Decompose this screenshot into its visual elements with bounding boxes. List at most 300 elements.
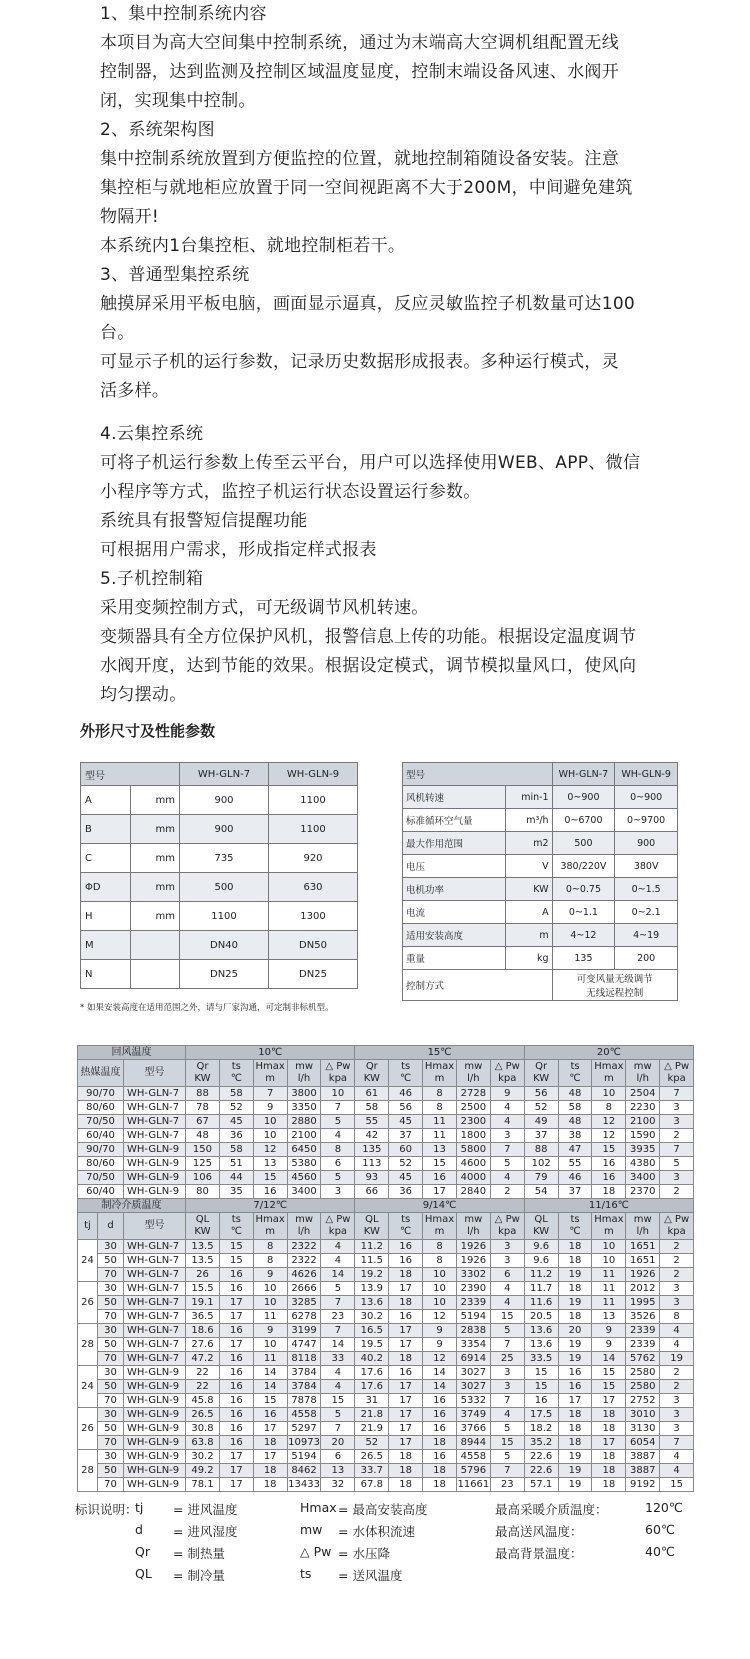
column-unit: ℃	[230, 1226, 242, 1237]
value: 4626	[287, 1268, 321, 1282]
value: 5	[490, 1324, 524, 1338]
value: 21.8	[355, 1408, 389, 1422]
value: 13.6	[355, 1296, 389, 1310]
limit-label: 最高采暖介质温度：	[495, 1502, 608, 1517]
value: 36.5	[186, 1310, 220, 1324]
value: 7	[321, 1101, 355, 1115]
value: 5194	[287, 1450, 321, 1464]
value: 5	[660, 1157, 694, 1171]
value: 3199	[287, 1324, 321, 1338]
value: 5	[321, 1171, 355, 1185]
column-header	[186, 1060, 220, 1087]
value: 3	[490, 1254, 524, 1268]
value: 51	[219, 1157, 253, 1171]
perf-value: 500	[552, 832, 615, 855]
value: 47	[558, 1143, 592, 1157]
perf-value: 135	[552, 947, 615, 970]
value: 15	[592, 1380, 626, 1394]
value: 16	[219, 1408, 253, 1422]
column-header	[253, 1213, 287, 1240]
intro-text	[100, 0, 740, 710]
dim-param: H	[81, 902, 131, 931]
value: 15	[490, 1436, 524, 1450]
value: 4600	[456, 1157, 490, 1171]
model-header: 型号	[124, 1060, 186, 1087]
model: WH-GLN-7	[124, 1310, 186, 1324]
column-header	[558, 1060, 592, 1087]
value: 54	[524, 1185, 558, 1199]
value: 14	[592, 1352, 626, 1366]
intro-line: 2、系统架构图	[100, 120, 215, 140]
value: 17	[219, 1464, 253, 1478]
column-header	[355, 1213, 389, 1240]
intro-line: 本系统内1台集控柜、就地控制柜若干。	[100, 236, 406, 256]
perf-param: 重量	[403, 947, 506, 970]
value: 13	[253, 1157, 287, 1171]
perf-value: 4~12	[552, 924, 615, 947]
value: 26.5	[355, 1450, 389, 1464]
value: 18	[389, 1268, 423, 1282]
value: 16	[219, 1282, 253, 1296]
value: 36	[219, 1129, 253, 1143]
value: 18	[423, 1464, 457, 1478]
dim-value: 900	[180, 815, 269, 844]
value: 11	[253, 1310, 287, 1324]
value: 3784	[287, 1380, 321, 1394]
value: 13433	[288, 1478, 320, 1490]
value: 4	[490, 1171, 524, 1185]
value: 19	[660, 1352, 694, 1366]
value: 35.2	[524, 1436, 558, 1450]
dim-value: 1100	[180, 902, 269, 931]
value: 2	[660, 1240, 694, 1254]
heat-media-temp: 70/50	[78, 1171, 124, 1185]
value: 16	[423, 1450, 457, 1464]
value: 16	[253, 1408, 287, 1422]
heat-title: 回风温度	[78, 1046, 186, 1060]
d-value: 30	[98, 1450, 124, 1464]
control-mode-value	[552, 970, 677, 1001]
column-unit: ℃	[400, 1226, 412, 1237]
value: 67.8	[355, 1478, 389, 1492]
value: 4	[660, 1338, 694, 1352]
d-value: 70	[98, 1394, 124, 1408]
value: 7	[490, 1143, 524, 1157]
d-value: 70	[98, 1478, 124, 1492]
value: 3800	[287, 1087, 321, 1101]
value: 11	[592, 1296, 626, 1310]
value: 3	[660, 1296, 694, 1310]
column-unit: ℃	[230, 1073, 242, 1084]
value: 9.6	[524, 1254, 558, 1268]
dim-value: DN40	[180, 931, 269, 960]
value: 19.5	[355, 1338, 389, 1352]
value: 10	[253, 1129, 287, 1143]
value: 45	[219, 1115, 253, 1129]
value: 8944	[456, 1436, 490, 1450]
column-symbol: ts	[401, 1214, 411, 1225]
perf-value: 0~900	[552, 786, 615, 809]
value: 19	[558, 1478, 592, 1492]
value: 10	[253, 1338, 287, 1352]
value: 2752	[626, 1394, 660, 1408]
dim-value: 1100	[269, 815, 358, 844]
column-unit: m	[603, 1226, 614, 1237]
value: 13.5	[186, 1240, 220, 1254]
value: 14	[253, 1380, 287, 1394]
model: WH-GLN-9	[124, 1422, 186, 1436]
heat-media-temp: 60/40	[78, 1129, 124, 1143]
value: 33.5	[524, 1352, 558, 1366]
value: 1995	[626, 1296, 660, 1310]
model: WH-GLN-9	[124, 1450, 186, 1464]
value: 19	[558, 1464, 592, 1478]
value: 16	[389, 1240, 423, 1254]
column-unit: KW	[533, 1226, 550, 1237]
legend-symbol: ts	[300, 1566, 312, 1581]
value: 17	[389, 1282, 423, 1296]
value: 2838	[456, 1324, 490, 1338]
value: 18	[558, 1310, 592, 1324]
value: 102	[524, 1157, 558, 1171]
value: 3130	[626, 1422, 660, 1436]
intro-line: 本项目为高大空间集中控制系统，通过为末端高大空调机组配置无线	[100, 33, 619, 53]
intro-line: 闭，实现集中控制。	[100, 91, 256, 111]
value: 3784	[287, 1366, 321, 1380]
value: 3887	[626, 1450, 660, 1464]
value: 16	[423, 1171, 457, 1185]
control-mode-line: 无线远程控制	[586, 988, 644, 999]
value: 2390	[456, 1282, 490, 1296]
column-header	[626, 1060, 660, 1087]
column-symbol: Hmax	[594, 1061, 624, 1072]
column-header	[219, 1060, 253, 1087]
d-value: 70	[98, 1310, 124, 1324]
d-value: 70	[98, 1436, 124, 1450]
value: 18	[389, 1478, 423, 1492]
model: WH-GLN-7	[124, 1338, 186, 1352]
value: 36	[389, 1185, 423, 1199]
perf-unit: m2	[506, 832, 553, 855]
value: 2012	[626, 1282, 660, 1296]
dim-value: DN50	[269, 931, 358, 960]
value: 1800	[456, 1129, 490, 1143]
column-header	[253, 1060, 287, 1087]
value: 18	[423, 1436, 457, 1450]
value: 37	[524, 1129, 558, 1143]
model: WH-GLN-9	[124, 1464, 186, 1478]
model: WH-GLN-7	[124, 1115, 186, 1129]
intro-line: 4.云集控系统	[100, 424, 204, 444]
column-unit: m	[434, 1226, 445, 1237]
model: WH-GLN-7	[124, 1129, 186, 1143]
value: 4	[321, 1240, 355, 1254]
value: 16	[524, 1394, 558, 1408]
value: 2100	[626, 1115, 660, 1129]
value: 10	[592, 1240, 626, 1254]
value: 2	[660, 1129, 694, 1143]
value: 49	[524, 1115, 558, 1129]
column-symbol: Hmax	[594, 1214, 624, 1225]
value: 66	[355, 1185, 389, 1199]
value: 16	[389, 1366, 423, 1380]
dim-value: 900	[180, 786, 269, 815]
value: 10	[253, 1296, 287, 1310]
value: 15	[592, 1143, 626, 1157]
perf-param: 适用安装高度	[403, 924, 506, 947]
value: 19.2	[355, 1268, 389, 1282]
value: 3400	[626, 1171, 660, 1185]
value: 5194	[456, 1310, 490, 1324]
value: 32	[321, 1478, 355, 1492]
value: 6450	[287, 1143, 321, 1157]
intro-line: 台。	[100, 323, 135, 343]
intro-line: 3、普通型集控系统	[100, 265, 250, 285]
value: 3027	[456, 1380, 490, 1394]
value: 16	[219, 1324, 253, 1338]
value: 15	[253, 1171, 287, 1185]
value: 25	[490, 1352, 524, 1366]
value: 37	[389, 1129, 423, 1143]
d-value: 30	[98, 1240, 124, 1254]
value: 57.1	[524, 1478, 558, 1492]
column-header	[389, 1213, 423, 1240]
column-unit: kpa	[328, 1073, 348, 1084]
value: 17	[219, 1338, 253, 1352]
column-symbol: mw	[464, 1214, 483, 1225]
value: 113	[355, 1157, 389, 1171]
d-value: 50	[98, 1422, 124, 1436]
dim-unit: mm	[130, 873, 180, 902]
column-symbol: QL	[534, 1214, 548, 1225]
value: 3350	[287, 1101, 321, 1115]
value: 18	[592, 1408, 626, 1422]
perf-value: 0~1.1	[552, 901, 615, 924]
value: 6	[321, 1450, 355, 1464]
value: 6	[321, 1157, 355, 1171]
column-header	[389, 1060, 423, 1087]
intro-line: 可根据用户需求，形成指定样式报表	[100, 540, 377, 560]
dim-value: 920	[269, 844, 358, 873]
perf-value: 200	[615, 947, 678, 970]
column-symbol: Hmax	[424, 1061, 455, 1072]
value: 15.5	[186, 1282, 220, 1296]
value: 18	[592, 1450, 626, 1464]
perf-head-label: 型号	[403, 763, 553, 786]
model: WH-GLN-7	[124, 1254, 186, 1268]
intro-line: 水阀开度，达到节能的效果。根据设定模式，调节模拟量风口，使风向	[100, 656, 637, 676]
value: 1651	[626, 1240, 660, 1254]
limit-value: 40℃	[645, 1544, 675, 1559]
value: 1926	[456, 1240, 490, 1254]
value: 5	[321, 1408, 355, 1422]
value: 3010	[626, 1408, 660, 1422]
value: 2370	[626, 1185, 660, 1199]
legend-desc: = 水体积流速	[338, 1524, 415, 1539]
column-header	[423, 1060, 457, 1087]
value: 8	[423, 1087, 457, 1101]
value: 2	[660, 1185, 694, 1199]
perf-param: 风机转速	[403, 786, 506, 809]
value: 61	[355, 1087, 389, 1101]
value: 5	[321, 1282, 355, 1296]
perf-param: 电压	[403, 855, 506, 878]
perf-value: 380/220V	[552, 855, 615, 878]
value: 8	[253, 1254, 287, 1268]
value: 1651	[626, 1254, 660, 1268]
model: WH-GLN-7	[124, 1101, 186, 1115]
value: 13.9	[355, 1282, 389, 1296]
value: 7	[321, 1296, 355, 1310]
model: WH-GLN-7	[124, 1087, 186, 1101]
limit-label: 最高背景温度：	[495, 1546, 583, 1561]
column-symbol: ts	[401, 1061, 411, 1072]
value: 19	[558, 1296, 592, 1310]
value: 8462	[287, 1464, 321, 1478]
column-header	[524, 1060, 558, 1087]
value: 8	[321, 1143, 355, 1157]
value: 17	[389, 1338, 423, 1352]
intro-line: 变频器具有全方位保护风机，报警信息上传的功能。根据设定温度调节	[100, 627, 637, 647]
value: 17	[219, 1310, 253, 1324]
value: 63.8	[186, 1436, 220, 1450]
value: 17	[592, 1394, 626, 1408]
value: 17.6	[355, 1366, 389, 1380]
dim-param: N	[81, 960, 131, 989]
tj-value: 26	[78, 1282, 98, 1324]
column-unit: ℃	[569, 1073, 581, 1084]
column-unit: kpa	[498, 1073, 517, 1084]
value: 3	[660, 1422, 694, 1436]
value: 12	[592, 1115, 626, 1129]
model: WH-GLN-9	[124, 1436, 186, 1450]
dim-unit: mm	[130, 786, 180, 815]
value: 8	[592, 1101, 626, 1115]
value: 4	[321, 1129, 355, 1143]
column-header	[490, 1213, 524, 1240]
value: 18	[253, 1478, 287, 1492]
value: 7	[321, 1422, 355, 1436]
column-symbol: △ Pw	[325, 1061, 351, 1072]
tj-value: 26	[78, 1408, 98, 1450]
intro-line: 集控柜与就地柜应放置于同一空间视距离不大于200M，中间避免建筑	[100, 178, 633, 198]
value: 9	[253, 1101, 287, 1115]
value: 15	[592, 1366, 626, 1380]
value: 13	[592, 1310, 626, 1324]
column-unit: l/h	[297, 1073, 311, 1084]
value: 4	[321, 1254, 355, 1268]
d-value: 50	[98, 1338, 124, 1352]
value: 80	[186, 1185, 220, 1199]
value: 67	[186, 1115, 220, 1129]
legend-symbol: mw	[300, 1522, 323, 1537]
column-symbol: Hmax	[255, 1061, 285, 1072]
column-unit: kpa	[328, 1226, 348, 1237]
value: 14	[423, 1366, 457, 1380]
column-unit: ℃	[569, 1226, 581, 1237]
intro-line: 控制器，达到监测及控制区域温度显度，控制末端设备风速、水阀开	[100, 62, 619, 82]
column-header	[355, 1060, 389, 1087]
legend-desc: = 进风温度	[173, 1502, 238, 1517]
value: 2	[660, 1254, 694, 1268]
value: 6278	[287, 1310, 321, 1324]
value: 7878	[287, 1394, 321, 1408]
column-symbol: △ Pw	[494, 1061, 520, 1072]
model: WH-GLN-9	[124, 1478, 186, 1492]
perf-value: 0~1.5	[615, 878, 678, 901]
dim-unit	[130, 960, 180, 989]
value: 4	[660, 1450, 694, 1464]
column-unit: l/h	[636, 1073, 649, 1084]
column-symbol: mw	[633, 1214, 652, 1225]
model: WH-GLN-7	[124, 1324, 186, 1338]
value: 1590	[626, 1129, 660, 1143]
dim-value: DN25	[180, 960, 269, 989]
value: 125	[186, 1157, 220, 1171]
value: 55	[558, 1157, 592, 1171]
column-unit: KW	[533, 1073, 550, 1084]
value: 17	[389, 1380, 423, 1394]
dim-value: DN25	[269, 960, 358, 989]
heat-media-temp: 80/60	[78, 1101, 124, 1115]
model: WH-GLN-9	[124, 1394, 186, 1408]
value: 11	[423, 1129, 457, 1143]
d-value: 50	[98, 1380, 124, 1394]
dim-param: ΦD	[81, 873, 131, 902]
value: 33	[321, 1352, 355, 1366]
column-unit: kpa	[667, 1073, 686, 1084]
model: WH-GLN-7	[124, 1268, 186, 1282]
value: 3	[490, 1380, 524, 1394]
value: 8	[423, 1240, 457, 1254]
value: 5	[490, 1450, 524, 1464]
value: 16.5	[355, 1324, 389, 1338]
value: 16	[389, 1310, 423, 1324]
column-header	[423, 1213, 457, 1240]
value: 11	[592, 1268, 626, 1282]
value: 9.6	[524, 1240, 558, 1254]
legend-symbol: Hmax	[300, 1500, 337, 1515]
value: 5	[490, 1157, 524, 1171]
dimension-table	[80, 762, 358, 989]
value: 2100	[287, 1129, 321, 1143]
value: 17	[389, 1436, 423, 1450]
intro-line: 可将子机运行参数上传至云平台，用户可以选择使用WEB、APP、微信	[100, 453, 641, 473]
legend-desc: = 送风温度	[338, 1568, 403, 1583]
value: 5332	[456, 1394, 490, 1408]
air-temp-header: 15℃	[355, 1046, 524, 1060]
limit-label: 最高送风温度：	[495, 1524, 583, 1539]
column-unit: KW	[194, 1226, 211, 1237]
column-symbol: mw	[464, 1061, 483, 1072]
value: 48	[558, 1087, 592, 1101]
value: 55	[355, 1115, 389, 1129]
column-unit: m	[434, 1073, 445, 1084]
value: 3285	[287, 1296, 321, 1310]
intro-line: 活多样。	[100, 381, 170, 401]
value: 10	[592, 1254, 626, 1268]
perf-value: 4~19	[615, 924, 678, 947]
value: 16	[219, 1394, 253, 1408]
value: 18	[558, 1254, 592, 1268]
value: 44	[219, 1171, 253, 1185]
value: 15	[490, 1310, 524, 1324]
value: 18.6	[186, 1324, 220, 1338]
column-header	[592, 1060, 626, 1087]
heat-media-temp: 80/60	[78, 1157, 124, 1171]
column-symbol: QL	[195, 1214, 210, 1225]
column-unit: l/h	[467, 1226, 480, 1237]
